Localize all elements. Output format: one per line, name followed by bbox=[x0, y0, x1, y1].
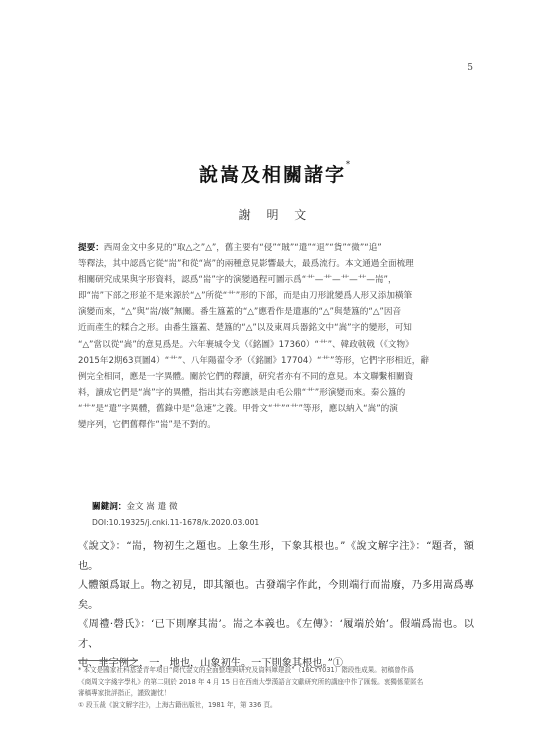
footnote-rule bbox=[78, 660, 138, 661]
page-number: 5 bbox=[467, 63, 473, 73]
abstract-line-6: “△”當以從“嵩”的意見爲是。六年裹城令戈（《銘圖》17360）“⺾”、韓政戟戟（《文物》 bbox=[78, 339, 414, 350]
abstract-line-2: 相關研究成果與字形資料，認爲“耑”字的演變過程可圖示爲“⺾—⺾—⺾—⺾—耑”， bbox=[78, 275, 397, 286]
body-line-0: 《說文》：“耑，物初生之題也。上象生形，下象其根也。”《說文解字注》：“題者，額也。 bbox=[78, 541, 474, 572]
abstract-line-11: 變序列，它們舊釋作“耑”是不對的。 bbox=[78, 420, 216, 431]
abstract-line-0: 提要：西周金文中多見的“取△之”△”，舊主要有“侵”“賊”“遣”“退”“貨”“微”“追” bbox=[78, 243, 382, 253]
keywords-items: 金文 嵩 遣 微 bbox=[126, 502, 178, 512]
footnotes bbox=[78, 665, 474, 711]
abstract-line-7: 2015年2期63頁圖4）“⺾”、八年陽翟令矛（《銘圖》17704）“⺾”等形，它們字形相近，辭 bbox=[78, 355, 429, 366]
body-line-1: 人體額爲冣上。物之初見，即其額也。古發端字作此，今則端行而耑廢，乃多用嵩爲專矣。 bbox=[78, 580, 474, 611]
body-line-3: 屯、韭字例之，一，地也，山象初生。一下則象其根也。”① bbox=[78, 658, 343, 669]
paper-title bbox=[0, 160, 551, 187]
abstract-line-9: 料，讀成它們是“嵩”字的異體，指出其右旁應該是由毛公鼎“⺾”形演變而來。秦公簋的 bbox=[78, 387, 406, 398]
title-footnote-mark: * bbox=[346, 160, 352, 169]
abstract-line-5: 近而產生的糅合之形。由番生簋蓋、楚簋的“△”以及東周兵器銘文中“嵩”字的變形，可知 bbox=[78, 323, 412, 334]
abstract-line-4: 演變而來，“△”與“耑/嶶”無關。番生簋蓋的“△”應看作是遣惠的“△”與楚簋的“△”因音 bbox=[78, 307, 402, 318]
footnote-line-2: 審稿專家批評指正，謹致謝忱！ bbox=[78, 689, 171, 697]
abstract-label: 提要： bbox=[78, 243, 104, 253]
doi: DOI:10.19325/j.cnki.11-1678/k.2020.03.001 bbox=[92, 518, 260, 527]
title-text: 說嵩及相關諸字 bbox=[198, 164, 346, 186]
footnote-line-0: * 本文是國家社科基金青年項目“商代金文的全面整理與研究及資料庫建設”（16CYY031）階段性成果。初稿曾作爲 bbox=[78, 666, 414, 674]
keywords bbox=[92, 500, 178, 512]
abstract bbox=[78, 240, 474, 433]
author-name: 謝 明 文 bbox=[238, 208, 313, 222]
abstract-line-1: 等釋法，其中認爲它從“耑”和從“嵩”的兩種意見影響最大，最爲流行。本文通過全面梳理 bbox=[78, 259, 414, 270]
body-line-2: 《周禮·磬氏》：‘已下則摩其耑’。耑之本義也。《左傳》：‘履端於始’。假端爲耑也。以才、 bbox=[78, 619, 474, 650]
footnote-line-3: ① 段玉裁《說文解字注》，上海古籍出版社，1981 年，第 336 頁。 bbox=[78, 700, 277, 709]
abstract-line-3: 即“耑”下部之形並不是來源於“△”所從“⺾”形的下部，而是由刀形訛變爲人形又添加橫筆 bbox=[78, 291, 413, 302]
footnote-line-1: 《商周文字綫字學札》的第二則於 2018 年 4 月 15 日在西南大學漢語言文獻研究所的講座中作了匯報。衷獨係蒙匿名 bbox=[78, 677, 424, 686]
keywords-label: 關鍵詞： bbox=[92, 502, 127, 512]
body-text bbox=[78, 537, 474, 674]
abstract-line-10: “⺾”是“遣”字異體，舊錄中是“急速”之義。甲骨文“⺾”“⺾”等形，應以納入“嵩”的演 bbox=[78, 403, 398, 414]
abstract-line-8: 例完全相同，應是一字異體。關於它們的釋讀，研究者亦有不同的意見。本文聯繫相關資 bbox=[78, 371, 414, 382]
